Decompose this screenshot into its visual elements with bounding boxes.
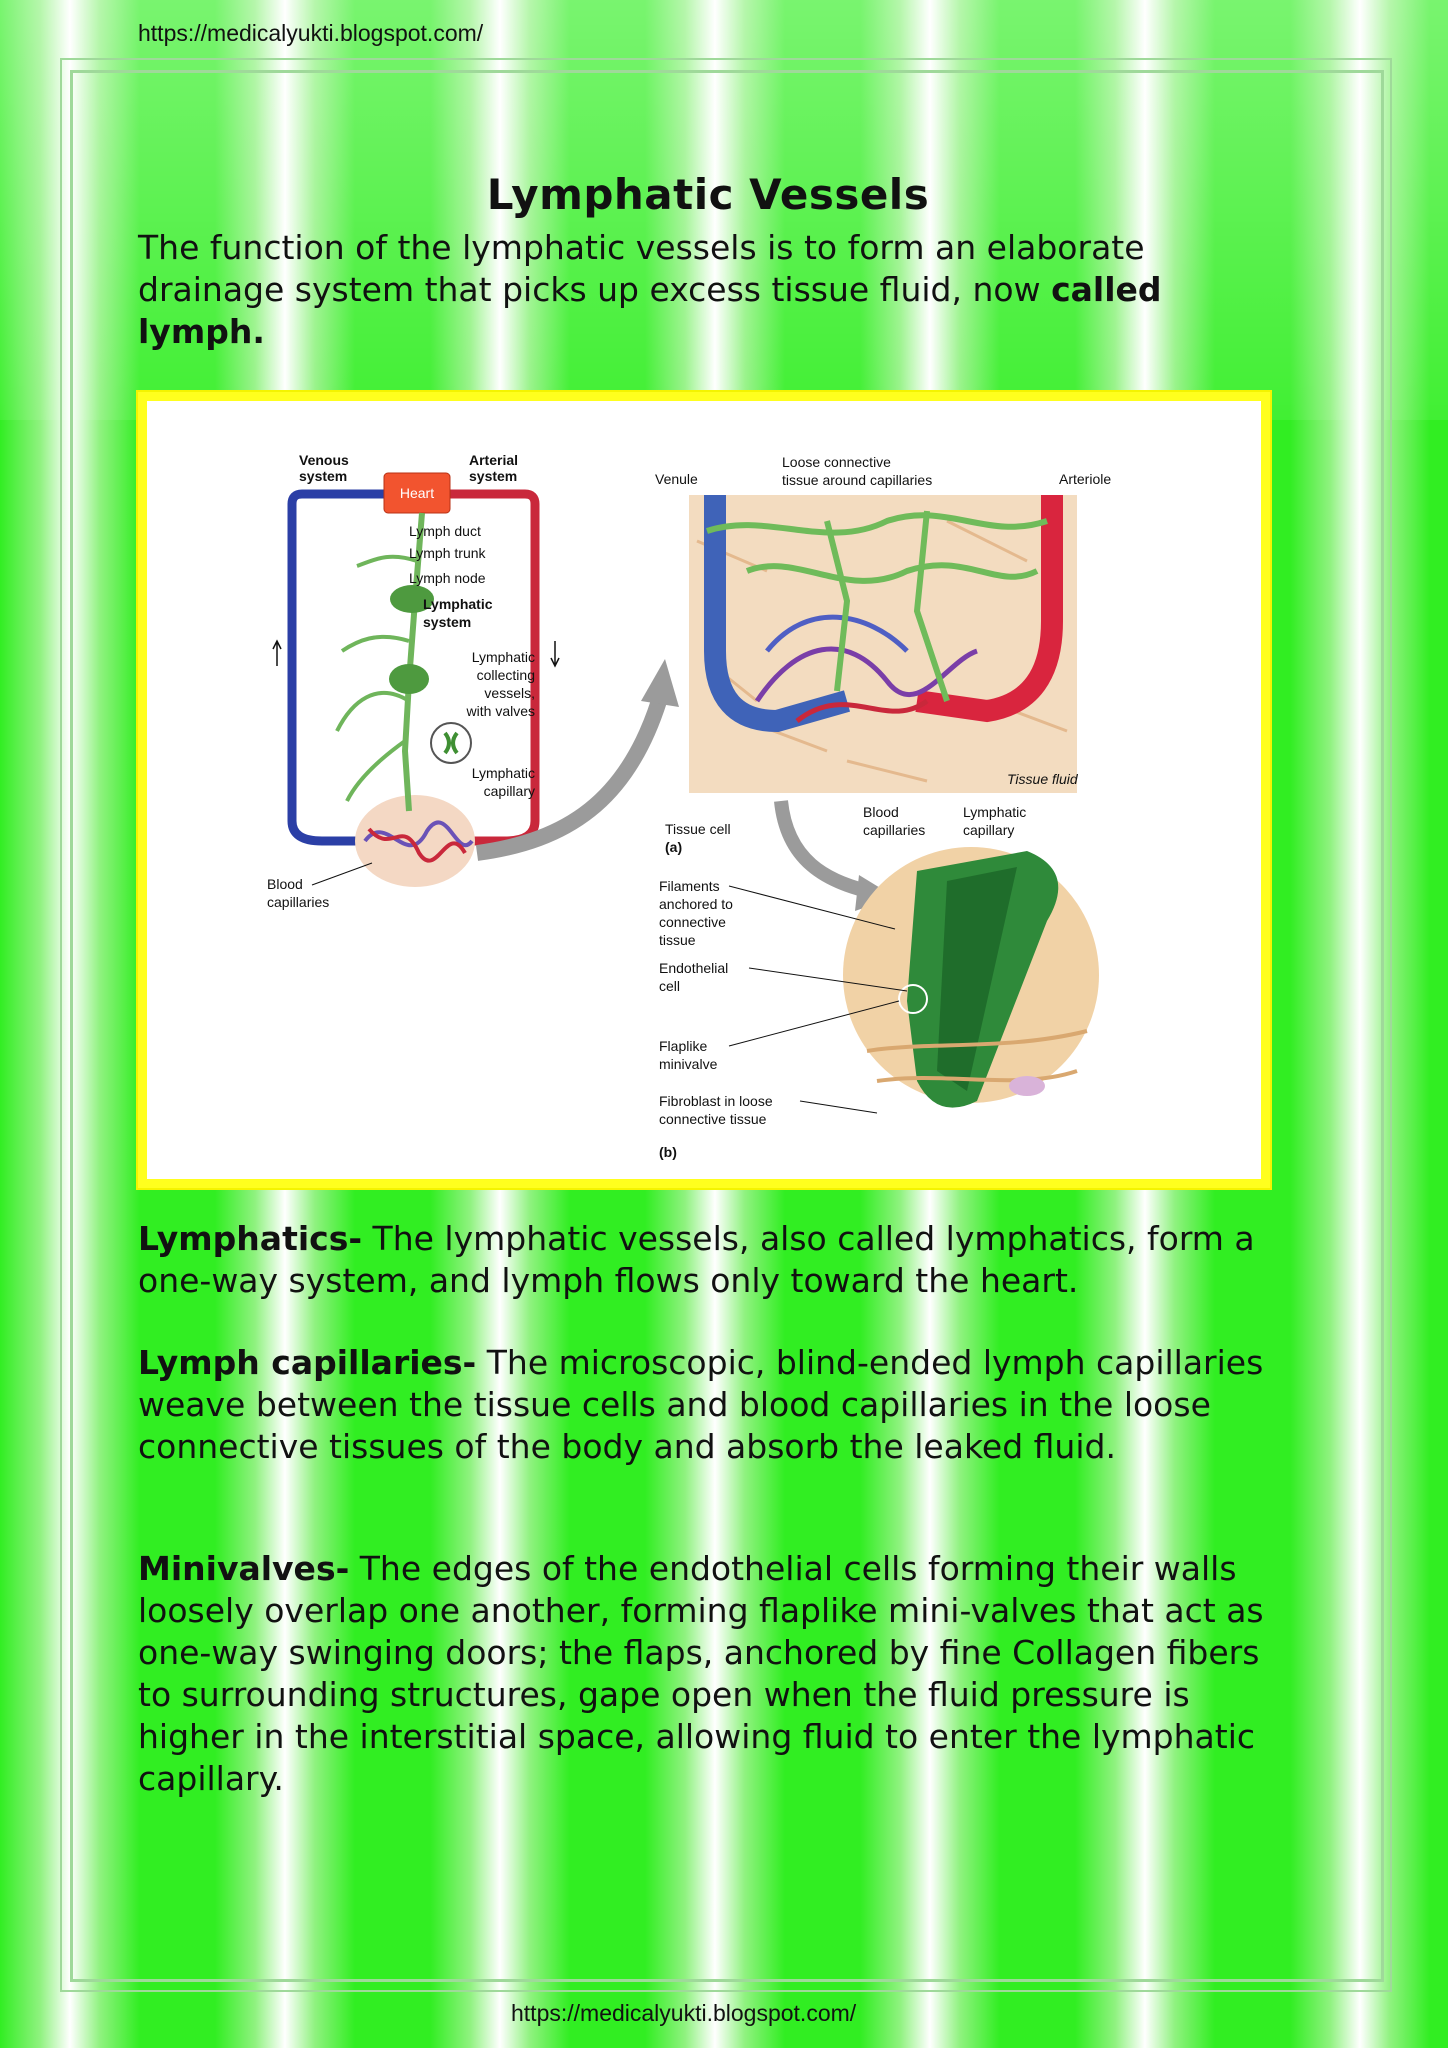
loose-label-2: tissue around capillaries [782, 472, 933, 488]
venous-label-2: system [299, 468, 348, 484]
section-minivalves [138, 1548, 1278, 1800]
panel-b-tag: (b) [659, 1144, 677, 1160]
section-lymph-capillaries-text [138, 1342, 1278, 1468]
loose-label-1: Loose connective [782, 454, 891, 470]
lymph-trunk-label: Lymph trunk [409, 545, 486, 561]
section-lymphatics [138, 1218, 1278, 1302]
diagram-svg [147, 401, 1261, 1179]
lymph-cap-label-2: capillary [963, 822, 1015, 838]
lymphatic-system-label-1: Lymphatic [423, 596, 493, 612]
tissue-cell-label: Tissue cell [665, 821, 731, 837]
lymph-node-2 [389, 664, 429, 694]
collecting-label-2: collecting [476, 667, 535, 683]
section-lymph-capillaries [138, 1342, 1278, 1468]
flow-arrow-down [551, 641, 559, 666]
tissue-fluid-label: Tissue fluid [1007, 771, 1078, 787]
desc-lymph-capillaries: The microscopic, blind-ended lymph capillaries weave between the tissue cells and blood capillaries in the loose connective tissues of the body and absorb the leaked fluid. [138, 1343, 1264, 1466]
intro-paragraph [138, 227, 1278, 353]
desc-lymphatics: The lymphatic vessels, also called lymphatics, form a one-way system, and lymph flows only toward the heart. [138, 1219, 1255, 1300]
lymph-capillary-label-2: capillary [483, 783, 535, 799]
fibroblast-nucleus [1009, 1076, 1045, 1096]
section-minivalves-text [138, 1548, 1278, 1800]
collecting-label-4: with valves [466, 703, 535, 719]
flaplike-label-2: minivalve [659, 1056, 718, 1072]
lymph-cap-label-1: Lymphatic [963, 804, 1027, 820]
section-lymphatics-text [138, 1218, 1278, 1302]
lymphatic-system-label-2: system [423, 614, 472, 630]
filaments-label-4: tissue [659, 932, 696, 948]
lymph-capillary-label-1: Lymphatic [471, 765, 535, 781]
filaments-label-1: Filaments [659, 878, 720, 894]
arterial-label-1: Arterial [469, 452, 519, 468]
collecting-label-1: Lymphatic [471, 649, 535, 665]
blood-caps-label-2: capillaries [863, 822, 926, 838]
flaplike-label-1: Flaplike [659, 1038, 708, 1054]
collecting-label-3: vessels, [484, 685, 535, 701]
filaments-label-3: connective [659, 914, 726, 930]
panel-a-tag: (a) [665, 839, 683, 855]
term-minivalves: Minivalves- [138, 1549, 350, 1588]
article-header [138, 170, 1278, 353]
fibroblast-label-2: connective tissue [659, 1111, 767, 1127]
term-lymphatics: Lymphatics- [138, 1219, 363, 1258]
tissue-block [689, 495, 1077, 793]
term-lymph-capillaries: Lymph capillaries- [138, 1343, 477, 1382]
venous-label-1: Venous [299, 452, 349, 468]
flow-arrow-up [273, 641, 281, 666]
gray-arrow-a-head [641, 659, 679, 707]
arteriole-label: Arteriole [1059, 471, 1112, 487]
venous-vessel [292, 494, 385, 841]
lymph-duct-label: Lymph duct [409, 523, 481, 539]
page-title: Lymphatic Vessels [486, 170, 930, 219]
blood-capillaries-label-2: capillaries [267, 894, 330, 910]
venule-label: Venule [655, 471, 698, 487]
header-url[interactable]: https://medicalyukti.blogspot.com/ [138, 20, 484, 46]
gray-arrow-b [781, 801, 867, 891]
heart-label: Heart [399, 485, 435, 501]
lymphatic-diagram [138, 392, 1270, 1188]
intro-bold: called lymph. [138, 270, 1162, 351]
desc-minivalves: The edges of the endothelial cells forming their walls loosely overlap one another, forming flaplike mini-valves that act as one-way swinging doors; the flaps, anchored by fine Collagen fibers to surrounding structures, gape open when the fluid pressure is higher in the interstitial space, allowing fluid to enter the lymphatic capillary. [138, 1549, 1264, 1798]
fibroblast-label-1: Fibroblast in loose [659, 1093, 773, 1109]
footer-url[interactable]: https://medicalyukti.blogspot.com/ [511, 2000, 857, 2026]
endothelial-label-2: cell [659, 978, 681, 994]
filaments-label-2: anchored to [659, 896, 733, 912]
intro-text: The function of the lymphatic vessels is to form an elaborate drainage system that picks up excess tissue fluid, now [138, 228, 1145, 309]
blood-cap-leader [312, 863, 372, 885]
blood-caps-label-1: Blood [863, 804, 899, 820]
arterial-label-2: system [469, 468, 518, 484]
blood-capillaries-label-1: Blood [267, 876, 303, 892]
lymph-node-label: Lymph node [409, 570, 486, 586]
endothelial-label-1: Endothelial [659, 960, 729, 976]
